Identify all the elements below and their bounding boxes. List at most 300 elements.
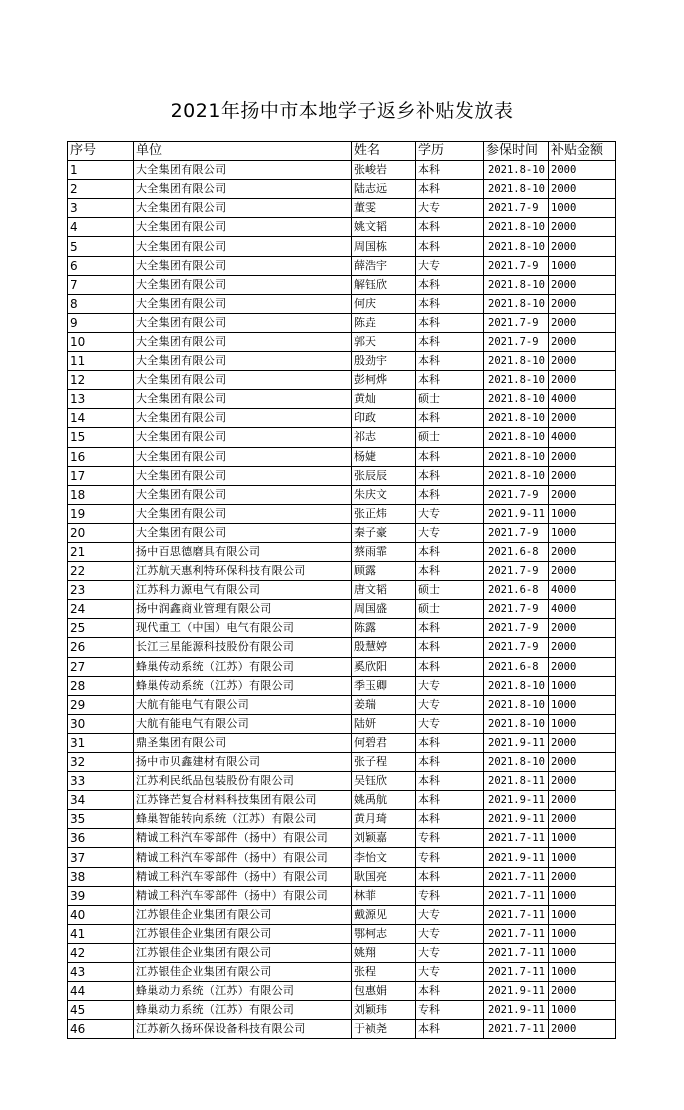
cell-name: 季玉卿 — [352, 676, 416, 695]
cell-unit: 蜂巢动力系统（江苏）有限公司 — [134, 1001, 352, 1020]
cell-unit: 大全集团有限公司 — [134, 294, 352, 313]
cell-insured-period: 2021.7-9 — [484, 256, 549, 275]
cell-name: 吴钰欣 — [352, 772, 416, 791]
cell-unit: 大全集团有限公司 — [134, 352, 352, 371]
cell-unit: 扬中润鑫商业管理有限公司 — [134, 600, 352, 619]
table-row — [68, 485, 616, 504]
cell-name: 周国栋 — [352, 237, 416, 256]
table-row — [68, 772, 616, 791]
table-row — [68, 504, 616, 523]
cell-serial: 30 — [68, 714, 134, 733]
cell-subsidy-amount: 1000 — [549, 199, 616, 218]
cell-insured-period: 2021.9-11 — [484, 848, 549, 867]
cell-name: 姚文韬 — [352, 218, 416, 237]
cell-name: 陆妍 — [352, 714, 416, 733]
header-serial: 序号 — [68, 142, 134, 161]
cell-unit: 大航有能电气有限公司 — [134, 714, 352, 733]
cell-serial: 37 — [68, 848, 134, 867]
table-row — [68, 275, 616, 294]
cell-education: 大专 — [416, 905, 484, 924]
cell-insured-period: 2021.9-11 — [484, 733, 549, 752]
table-row — [68, 180, 616, 199]
cell-unit: 鼎圣集团有限公司 — [134, 733, 352, 752]
cell-unit: 江苏银佳企业集团有限公司 — [134, 905, 352, 924]
cell-subsidy-amount: 1000 — [549, 963, 616, 982]
cell-education: 本科 — [416, 772, 484, 791]
cell-education: 本科 — [416, 791, 484, 810]
cell-subsidy-amount: 4000 — [549, 600, 616, 619]
cell-insured-period: 2021.7-11 — [484, 943, 549, 962]
cell-insured-period: 2021.9-11 — [484, 504, 549, 523]
cell-name: 林菲 — [352, 886, 416, 905]
cell-insured-period: 2021.8-10 — [484, 714, 549, 733]
cell-education: 本科 — [416, 562, 484, 581]
cell-serial: 16 — [68, 447, 134, 466]
cell-insured-period: 2021.7-11 — [484, 1020, 549, 1039]
cell-serial: 8 — [68, 294, 134, 313]
cell-name: 戴源见 — [352, 905, 416, 924]
cell-education: 本科 — [416, 275, 484, 294]
table-row — [68, 390, 616, 409]
cell-unit: 江苏新久扬环保设备科技有限公司 — [134, 1020, 352, 1039]
cell-name: 张峻岩 — [352, 161, 416, 180]
cell-subsidy-amount: 4000 — [549, 581, 616, 600]
header-unit: 单位 — [134, 142, 352, 161]
cell-serial: 7 — [68, 275, 134, 294]
cell-name: 姚禹航 — [352, 791, 416, 810]
cell-unit: 蜂巢传动系统（江苏）有限公司 — [134, 676, 352, 695]
cell-insured-period: 2021.8-10 — [484, 275, 549, 294]
cell-name: 唐文韬 — [352, 581, 416, 600]
cell-insured-period: 2021.7-9 — [484, 199, 549, 218]
cell-unit: 大全集团有限公司 — [134, 180, 352, 199]
cell-subsidy-amount: 1000 — [549, 695, 616, 714]
table-row — [68, 581, 616, 600]
table-row — [68, 409, 616, 428]
cell-unit: 精诚工科汽车零部件（扬中）有限公司 — [134, 829, 352, 848]
cell-education: 本科 — [416, 733, 484, 752]
table-row — [68, 562, 616, 581]
cell-insured-period: 2021.8-10 — [484, 180, 549, 199]
cell-unit: 大全集团有限公司 — [134, 485, 352, 504]
cell-name: 包惠娟 — [352, 982, 416, 1001]
cell-education: 本科 — [416, 619, 484, 638]
table-row — [68, 523, 616, 542]
table-row — [68, 810, 616, 829]
cell-name: 董雯 — [352, 199, 416, 218]
cell-education: 硕士 — [416, 428, 484, 447]
cell-subsidy-amount: 1000 — [549, 924, 616, 943]
cell-education: 本科 — [416, 753, 484, 772]
table-row — [68, 199, 616, 218]
cell-serial: 5 — [68, 237, 134, 256]
cell-subsidy-amount: 1000 — [549, 504, 616, 523]
table-row — [68, 619, 616, 638]
cell-education: 大专 — [416, 714, 484, 733]
cell-name: 解钰欣 — [352, 275, 416, 294]
cell-unit: 江苏航天惠利特环保科技有限公司 — [134, 562, 352, 581]
cell-unit: 大全集团有限公司 — [134, 218, 352, 237]
cell-subsidy-amount: 2000 — [549, 1020, 616, 1039]
cell-name: 刘颖嘉 — [352, 829, 416, 848]
cell-unit: 扬中市贝鑫建材有限公司 — [134, 753, 352, 772]
cell-unit: 江苏银佳企业集团有限公司 — [134, 943, 352, 962]
cell-subsidy-amount: 2000 — [549, 485, 616, 504]
cell-subsidy-amount: 2000 — [549, 562, 616, 581]
cell-unit: 江苏银佳企业集团有限公司 — [134, 963, 352, 982]
cell-name: 陆志远 — [352, 180, 416, 199]
cell-subsidy-amount: 2000 — [549, 791, 616, 810]
cell-serial: 43 — [68, 963, 134, 982]
table-row — [68, 982, 616, 1001]
cell-education: 本科 — [416, 161, 484, 180]
cell-insured-period: 2021.8-10 — [484, 352, 549, 371]
cell-insured-period: 2021.7-9 — [484, 332, 549, 351]
cell-subsidy-amount: 2000 — [549, 237, 616, 256]
cell-name: 姜瑞 — [352, 695, 416, 714]
cell-serial: 28 — [68, 676, 134, 695]
cell-insured-period: 2021.7-11 — [484, 963, 549, 982]
cell-insured-period: 2021.7-11 — [484, 867, 549, 886]
cell-insured-period: 2021.8-10 — [484, 294, 549, 313]
cell-insured-period: 2021.7-9 — [484, 313, 549, 332]
cell-subsidy-amount: 1000 — [549, 848, 616, 867]
cell-education: 大专 — [416, 504, 484, 523]
cell-insured-period: 2021.8-10 — [484, 753, 549, 772]
cell-education: 专科 — [416, 886, 484, 905]
cell-insured-period: 2021.8-10 — [484, 676, 549, 695]
cell-insured-period: 2021.6-8 — [484, 657, 549, 676]
cell-serial: 24 — [68, 600, 134, 619]
cell-education: 本科 — [416, 409, 484, 428]
cell-serial: 34 — [68, 791, 134, 810]
table-row — [68, 791, 616, 810]
cell-education: 本科 — [416, 982, 484, 1001]
cell-name: 姚翔 — [352, 943, 416, 962]
cell-education: 本科 — [416, 485, 484, 504]
cell-name: 黄月琦 — [352, 810, 416, 829]
table-row — [68, 218, 616, 237]
page-title: 2021年扬中市本地学子返乡补贴发放表 — [170, 100, 514, 122]
cell-subsidy-amount: 2000 — [549, 619, 616, 638]
cell-unit: 蜂巢智能转向系统（江苏）有限公司 — [134, 810, 352, 829]
cell-unit: 大全集团有限公司 — [134, 390, 352, 409]
header-insured-period: 参保时间 — [484, 142, 549, 161]
table-row — [68, 466, 616, 485]
cell-insured-period: 2021.6-8 — [484, 542, 549, 561]
table-row — [68, 1001, 616, 1020]
cell-serial: 45 — [68, 1001, 134, 1020]
cell-unit: 蜂巢传动系统（江苏）有限公司 — [134, 657, 352, 676]
cell-name: 殷慧婷 — [352, 638, 416, 657]
cell-unit: 江苏银佳企业集团有限公司 — [134, 924, 352, 943]
table-header-row — [68, 142, 616, 161]
header-education: 学历 — [416, 142, 484, 161]
cell-education: 专科 — [416, 829, 484, 848]
table-row — [68, 352, 616, 371]
cell-serial: 10 — [68, 332, 134, 351]
table-row — [68, 161, 616, 180]
cell-education: 本科 — [416, 218, 484, 237]
cell-name: 秦子豪 — [352, 523, 416, 542]
table-row — [68, 924, 616, 943]
table-row — [68, 1020, 616, 1039]
cell-education: 大专 — [416, 695, 484, 714]
cell-serial: 2 — [68, 180, 134, 199]
cell-serial: 25 — [68, 619, 134, 638]
cell-serial: 13 — [68, 390, 134, 409]
cell-serial: 40 — [68, 905, 134, 924]
cell-education: 本科 — [416, 810, 484, 829]
cell-unit: 大全集团有限公司 — [134, 332, 352, 351]
table-row — [68, 905, 616, 924]
cell-subsidy-amount: 1000 — [549, 523, 616, 542]
cell-unit: 精诚工科汽车零部件（扬中）有限公司 — [134, 848, 352, 867]
cell-subsidy-amount: 2000 — [549, 332, 616, 351]
cell-insured-period: 2021.9-11 — [484, 1001, 549, 1020]
cell-education: 硕士 — [416, 600, 484, 619]
cell-name: 耿国亮 — [352, 867, 416, 886]
cell-serial: 20 — [68, 523, 134, 542]
table-row — [68, 963, 616, 982]
table-row — [68, 848, 616, 867]
cell-unit: 精诚工科汽车零部件（扬中）有限公司 — [134, 886, 352, 905]
cell-education: 大专 — [416, 676, 484, 695]
cell-serial: 12 — [68, 371, 134, 390]
subsidy-table — [67, 141, 616, 1039]
cell-subsidy-amount: 2000 — [549, 466, 616, 485]
table-row — [68, 886, 616, 905]
cell-serial: 26 — [68, 638, 134, 657]
table-row — [68, 867, 616, 886]
cell-subsidy-amount: 2000 — [549, 982, 616, 1001]
cell-name: 朱庆文 — [352, 485, 416, 504]
table-row — [68, 829, 616, 848]
cell-name: 刘颖玮 — [352, 1001, 416, 1020]
cell-subsidy-amount: 1000 — [549, 1001, 616, 1020]
cell-name: 印政 — [352, 409, 416, 428]
table-row — [68, 943, 616, 962]
cell-serial: 42 — [68, 943, 134, 962]
cell-serial: 9 — [68, 313, 134, 332]
cell-name: 于祯尧 — [352, 1020, 416, 1039]
cell-education: 本科 — [416, 657, 484, 676]
cell-insured-period: 2021.8-10 — [484, 237, 549, 256]
cell-serial: 36 — [68, 829, 134, 848]
cell-education: 硕士 — [416, 581, 484, 600]
cell-unit: 大全集团有限公司 — [134, 313, 352, 332]
cell-serial: 33 — [68, 772, 134, 791]
cell-serial: 14 — [68, 409, 134, 428]
cell-unit: 大全集团有限公司 — [134, 523, 352, 542]
cell-subsidy-amount: 2000 — [549, 275, 616, 294]
table-row — [68, 237, 616, 256]
cell-subsidy-amount: 2000 — [549, 542, 616, 561]
cell-subsidy-amount: 2000 — [549, 772, 616, 791]
cell-subsidy-amount: 1000 — [549, 714, 616, 733]
table-row — [68, 428, 616, 447]
cell-name: 蔡雨霏 — [352, 542, 416, 561]
cell-education: 本科 — [416, 447, 484, 466]
cell-education: 本科 — [416, 352, 484, 371]
cell-insured-period: 2021.7-9 — [484, 600, 549, 619]
cell-insured-period: 2021.8-11 — [484, 772, 549, 791]
cell-insured-period: 2021.8-10 — [484, 371, 549, 390]
cell-serial: 35 — [68, 810, 134, 829]
cell-unit: 大全集团有限公司 — [134, 275, 352, 294]
cell-serial: 46 — [68, 1020, 134, 1039]
cell-subsidy-amount: 2000 — [549, 733, 616, 752]
cell-unit: 大全集团有限公司 — [134, 237, 352, 256]
table-row — [68, 332, 616, 351]
cell-name: 顾露 — [352, 562, 416, 581]
cell-insured-period: 2021.8-10 — [484, 390, 549, 409]
cell-name: 陈垚 — [352, 313, 416, 332]
cell-subsidy-amount: 1000 — [549, 829, 616, 848]
cell-unit: 大全集团有限公司 — [134, 466, 352, 485]
table-row — [68, 447, 616, 466]
cell-unit: 大全集团有限公司 — [134, 504, 352, 523]
cell-name: 陈露 — [352, 619, 416, 638]
cell-education: 专科 — [416, 848, 484, 867]
cell-insured-period: 2021.7-11 — [484, 924, 549, 943]
cell-serial: 23 — [68, 581, 134, 600]
cell-unit: 江苏利民纸品包装股份有限公司 — [134, 772, 352, 791]
cell-education: 硕士 — [416, 390, 484, 409]
table-row — [68, 313, 616, 332]
cell-serial: 6 — [68, 256, 134, 275]
cell-serial: 17 — [68, 466, 134, 485]
cell-insured-period: 2021.7-9 — [484, 562, 549, 581]
cell-subsidy-amount: 2000 — [549, 409, 616, 428]
table-row — [68, 676, 616, 695]
cell-unit: 扬中百思德磨具有限公司 — [134, 542, 352, 561]
cell-subsidy-amount: 1000 — [549, 905, 616, 924]
cell-insured-period: 2021.7-9 — [484, 523, 549, 542]
cell-serial: 15 — [68, 428, 134, 447]
cell-subsidy-amount: 2000 — [549, 753, 616, 772]
cell-subsidy-amount: 2000 — [549, 218, 616, 237]
cell-name: 何碧君 — [352, 733, 416, 752]
cell-serial: 44 — [68, 982, 134, 1001]
cell-education: 专科 — [416, 1001, 484, 1020]
cell-insured-period: 2021.7-11 — [484, 829, 549, 848]
cell-unit: 蜂巢动力系统（江苏）有限公司 — [134, 982, 352, 1001]
cell-name: 张辰辰 — [352, 466, 416, 485]
cell-insured-period: 2021.7-11 — [484, 905, 549, 924]
cell-subsidy-amount: 1000 — [549, 676, 616, 695]
cell-serial: 4 — [68, 218, 134, 237]
cell-education: 大专 — [416, 523, 484, 542]
cell-subsidy-amount: 1000 — [549, 943, 616, 962]
cell-name: 彭柯烨 — [352, 371, 416, 390]
cell-unit: 现代重工（中国）电气有限公司 — [134, 619, 352, 638]
cell-unit: 大全集团有限公司 — [134, 371, 352, 390]
cell-name: 杨婕 — [352, 447, 416, 466]
cell-insured-period: 2021.8-10 — [484, 218, 549, 237]
table-row — [68, 294, 616, 313]
cell-serial: 22 — [68, 562, 134, 581]
cell-serial: 18 — [68, 485, 134, 504]
cell-education: 大专 — [416, 256, 484, 275]
table-row — [68, 753, 616, 772]
cell-subsidy-amount: 1000 — [549, 886, 616, 905]
cell-education: 大专 — [416, 963, 484, 982]
cell-serial: 27 — [68, 657, 134, 676]
cell-serial: 29 — [68, 695, 134, 714]
cell-subsidy-amount: 2000 — [549, 352, 616, 371]
table-row — [68, 657, 616, 676]
cell-unit: 江苏锋芒复合材料科技集团有限公司 — [134, 791, 352, 810]
cell-subsidy-amount: 2000 — [549, 371, 616, 390]
cell-insured-period: 2021.9-11 — [484, 982, 549, 1001]
cell-unit: 大全集团有限公司 — [134, 199, 352, 218]
cell-insured-period: 2021.7-9 — [484, 485, 549, 504]
cell-unit: 大全集团有限公司 — [134, 428, 352, 447]
cell-subsidy-amount: 2000 — [549, 657, 616, 676]
cell-name: 黄灿 — [352, 390, 416, 409]
cell-unit: 大全集团有限公司 — [134, 409, 352, 428]
cell-education: 本科 — [416, 294, 484, 313]
cell-insured-period: 2021.9-11 — [484, 791, 549, 810]
cell-name: 张子程 — [352, 753, 416, 772]
cell-insured-period: 2021.7-9 — [484, 619, 549, 638]
cell-serial: 3 — [68, 199, 134, 218]
cell-insured-period: 2021.8-10 — [484, 428, 549, 447]
cell-serial: 31 — [68, 733, 134, 752]
cell-serial: 11 — [68, 352, 134, 371]
cell-serial: 41 — [68, 924, 134, 943]
cell-unit: 长江三星能源科技股份有限公司 — [134, 638, 352, 657]
cell-serial: 39 — [68, 886, 134, 905]
cell-education: 本科 — [416, 542, 484, 561]
cell-serial: 32 — [68, 753, 134, 772]
table-row — [68, 638, 616, 657]
cell-serial: 38 — [68, 867, 134, 886]
cell-name: 何庆 — [352, 294, 416, 313]
cell-education: 大专 — [416, 199, 484, 218]
cell-name: 奚欣阳 — [352, 657, 416, 676]
table-row — [68, 542, 616, 561]
cell-education: 本科 — [416, 1020, 484, 1039]
table-row — [68, 256, 616, 275]
cell-serial: 21 — [68, 542, 134, 561]
table-row — [68, 371, 616, 390]
cell-education: 本科 — [416, 237, 484, 256]
cell-name: 殷劲宇 — [352, 352, 416, 371]
cell-education: 大专 — [416, 943, 484, 962]
table-row — [68, 600, 616, 619]
cell-name: 张正炜 — [352, 504, 416, 523]
cell-insured-period: 2021.9-11 — [484, 810, 549, 829]
cell-education: 大专 — [416, 924, 484, 943]
cell-unit: 江苏科力源电气有限公司 — [134, 581, 352, 600]
cell-subsidy-amount: 2000 — [549, 447, 616, 466]
table-body — [68, 142, 616, 1039]
cell-subsidy-amount: 2000 — [549, 180, 616, 199]
cell-insured-period: 2021.8-10 — [484, 466, 549, 485]
cell-subsidy-amount: 2000 — [549, 810, 616, 829]
cell-subsidy-amount: 2000 — [549, 638, 616, 657]
cell-unit: 大全集团有限公司 — [134, 447, 352, 466]
cell-education: 本科 — [416, 180, 484, 199]
header-name: 姓名 — [352, 142, 416, 161]
cell-subsidy-amount: 4000 — [549, 390, 616, 409]
cell-education: 本科 — [416, 371, 484, 390]
cell-unit: 大全集团有限公司 — [134, 161, 352, 180]
cell-subsidy-amount: 1000 — [549, 256, 616, 275]
cell-insured-period: 2021.7-9 — [484, 638, 549, 657]
